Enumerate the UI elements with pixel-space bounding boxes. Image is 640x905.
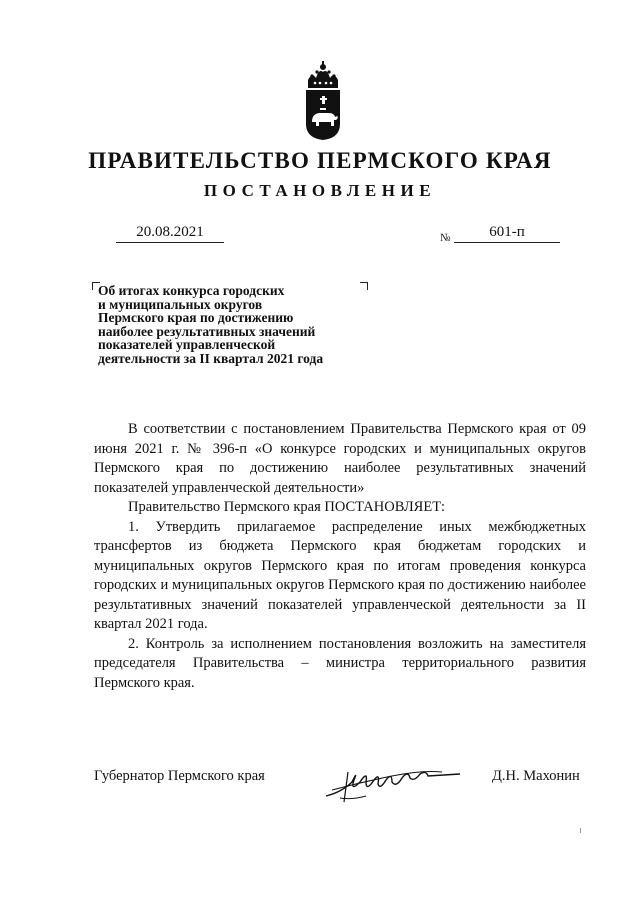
number-sign: № (440, 232, 451, 244)
document-body (94, 420, 586, 693)
signature-icon (322, 752, 462, 804)
document-subject (98, 284, 368, 365)
document-number: 601-п (454, 224, 560, 243)
signer-title: Губернатор Пермского края (94, 768, 265, 784)
signer-name: Д.Н. Махонин (492, 768, 580, 784)
subject-line: деятельности за II квартал 2021 года (98, 350, 324, 366)
scan-speck (580, 828, 581, 833)
body-paragraph-resolves: Правительство Пермского края ПОСТАНОВЛЯЕТ: (128, 499, 446, 515)
subject-line: показателей управленческой (98, 337, 276, 352)
document-date: 20.08.2021 (116, 224, 224, 243)
subject-line: Пермского края по достижению (98, 310, 294, 325)
coat-of-arms-icon (298, 58, 348, 142)
body-paragraph-item-1: 1. Утвердить прилагаемое распределение иных межбюджетных трансфертов из бюджета Пермского края бюджетам городских и муниципальных округов Пермского края по итогам проведения конкурса городских и муниципальных округов Пермского края по достижению наиболее результативных значений показателей управленческой деятельности за II квартал 2021 года. (94, 518, 586, 632)
body-paragraph-preamble: В соответствии с постановлением Правительства Пермского края от 09 июня 2021 г. № 396-п «О конкурсе городских и муниципальных округов Пермского края по достижению наиболее результативных значений показателей управленческой деятельности» (94, 421, 586, 496)
subject-line: наиболее результативных значений (98, 323, 316, 339)
subject-line: и муниципальных округов (98, 296, 263, 312)
body-paragraph-item-2: 2. Контроль за исполнением постановления возложить на заместителя председателя Правительства – министра территориального развития Пермского края. (94, 635, 586, 691)
government-title: ПРАВИТЕЛЬСТВО ПЕРМСКОГО КРАЯ (88, 148, 552, 173)
subject-line: Об итогах конкурса городских (98, 283, 285, 298)
document-type-title: ПОСТАНОВЛЕНИЕ (203, 181, 437, 200)
